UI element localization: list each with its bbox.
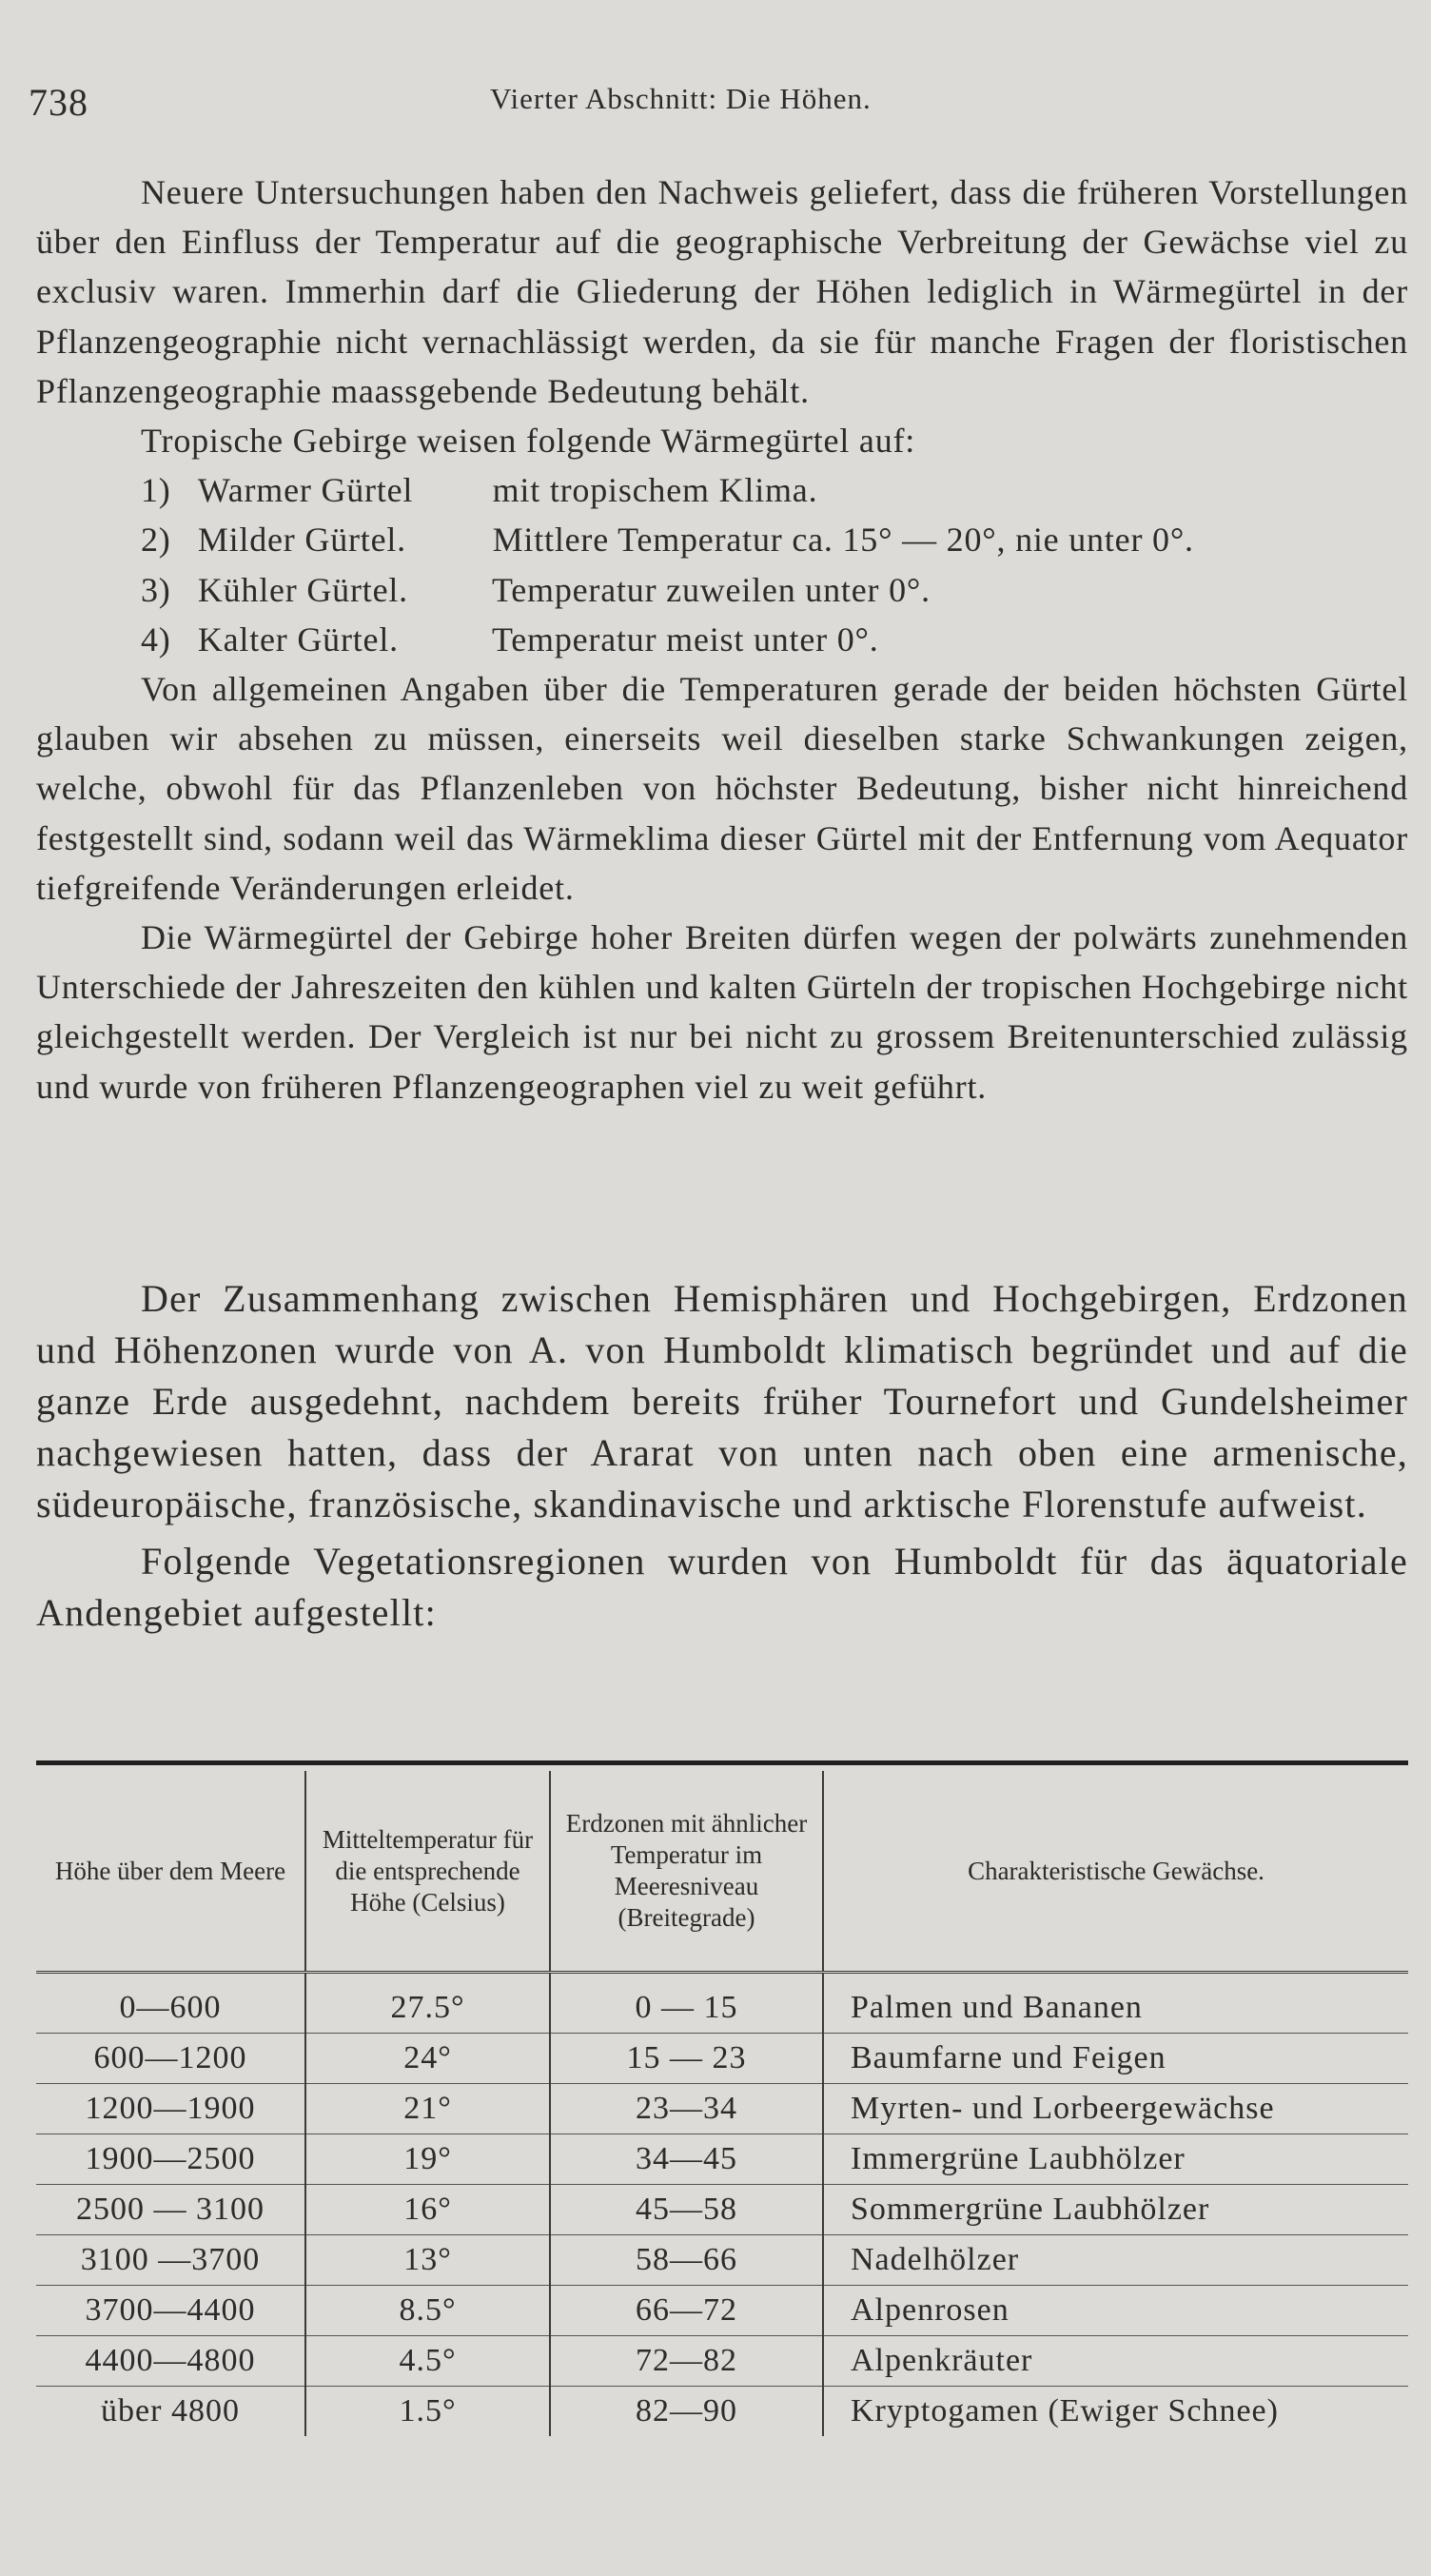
vegetation-regions-table [36,1771,1408,2436]
paragraph-table-intro: Folgende Vegetationsregionen wurden von Humboldt für das äquatoriale Andengebiet aufgestellt: [36,1540,1408,1634]
belt-description: Temperatur meist unter 0°. [491,619,879,659]
latitude-cell: 34—45 [550,2134,823,2185]
plants-cell: Sommergrüne Laubhölzer [823,2185,1408,2235]
plants-cell: Baumfarne und Feigen [823,2034,1408,2084]
belt-number: 2) [141,521,171,560]
table-row [36,2235,1408,2286]
paragraph-intro: Neuere Untersuchungen haben den Nachweis geliefert, dass die früheren Vorstellungen über den Einfluss der Temperatur auf die geographische Verbreitung der Gewächse viel zu exclusiv waren. Immerhin darf die Gliederung der Höhen lediglich in Wärmegürtel in der Pflanzengeographie nicht vernachlässigt werden, da sie für manche Fragen der floristischen Pflanzengeographie maassgebende Bedeutung behält. [36,173,1408,410]
belt-item [36,565,1408,615]
latitude-cell: 66—72 [550,2286,823,2336]
belt-item [36,465,1408,515]
column-header-altitude: Höhe über dem Meere [36,1771,305,1973]
temperature-cell: 1.5° [305,2387,550,2437]
temperature-cell: 21° [305,2084,550,2134]
latitude-cell: 82—90 [550,2387,823,2437]
running-title: Vierter Abschnitt: Die Höhen. [490,82,872,115]
altitude-cell: 600—1200 [36,2034,305,2084]
belt-number: 3) [141,570,171,609]
table-row [36,2084,1408,2134]
table-row [36,2286,1408,2336]
belt-number: 1) [141,471,171,510]
temperature-cell: 13° [305,2235,550,2286]
plants-cell: Myrten- und Lorbeergewächse [823,2084,1408,2134]
table-row [36,2336,1408,2387]
belt-description: Temperatur zuweilen unter 0°. [491,570,931,609]
altitude-cell: über 4800 [36,2387,305,2437]
paragraph-high-latitudes: Die Wärmegürtel der Gebirge hoher Breiten dürfen wegen der polwärts zunehmenden Unterschiede der Jahreszeiten den kühlen und kalten Gürteln der tropischen Hochgebirge nicht gleichgestellt werden. Der Vergleich ist nur bei nicht zu grossem Breitenunterschied zulässig und wurde von früheren Pflanzengeographen viel zu weit geführt. [36,918,1408,1106]
belt-description: mit tropischem Klima. [492,471,818,510]
belt-name: Kalter Gürtel. [197,619,399,659]
page-number: 738 [29,81,88,124]
temperature-cell: 8.5° [305,2286,550,2336]
large-text-section [36,1273,1408,1639]
plants-cell: Immergrüne Laubhölzer [823,2134,1408,2185]
latitude-cell: 0 — 15 [550,1973,823,2034]
belt-description: Mittlere Temperatur ca. 15° — 20°, nie unter 0°. [492,521,1194,560]
altitude-cell: 0—600 [36,1973,305,2034]
table-header-row [36,1771,1408,1973]
column-header-plants: Charakteristische Gewächse. [968,1856,1264,1885]
body-text [36,167,1408,1111]
plants-cell: Kryptogamen (Ewiger Schnee) [851,2393,1279,2429]
latitude-cell: 58—66 [550,2235,823,2286]
list-intro: Tropische Gebirge weisen folgende Wärmegürtel auf: [141,422,916,461]
table-row [36,2134,1408,2185]
latitude-cell: 15 — 23 [550,2034,823,2084]
temperature-cell: 4.5° [305,2336,550,2387]
altitude-cell: 3100 —3700 [36,2235,305,2286]
altitude-cell: 4400—4800 [36,2336,305,2387]
plants-cell: Alpenkräuter [823,2336,1408,2387]
belt-name: Milder Gürtel. [197,521,406,560]
column-header-earth-zones: Erdzonen mit ähnlicher Temperatur im Meeresniveau (Breitegrade) [550,1771,823,1973]
latitude-cell: 72—82 [550,2336,823,2387]
belt-number: 4) [141,619,171,659]
belt-list [36,465,1408,664]
plants-cell: Nadelhölzer [823,2235,1408,2286]
table-row [36,2185,1408,2235]
altitude-cell: 2500 — 3100 [36,2185,305,2235]
belt-item [36,615,1408,664]
table-row [36,2034,1408,2084]
temperature-cell: 27.5° [305,1973,550,2034]
belt-name: Warmer Gürtel [197,471,414,510]
temperature-cell: 24° [305,2034,550,2084]
vegetation-table-wrapper [36,1760,1408,2436]
page-header [0,74,1431,131]
table-row [36,2387,1408,2437]
altitude-cell: 1900—2500 [36,2134,305,2185]
altitude-cell: 3700—4400 [36,2286,305,2336]
plants-cell: Alpenrosen [823,2286,1408,2336]
table-row [36,1973,1408,2034]
temperature-cell: 16° [305,2185,550,2235]
paragraph-humboldt: Der Zusammenhang zwischen Hemisphären und Hochgebirgen, Erdzonen und Höhenzonen wurde von A. von Humboldt klimatisch begründet und auf die ganze Erde ausgedehnt, nachdem bereits früher Tournefort und Gundelsheimer nachgewiesen hatten, dass der Ararat von unten nach oben eine armenische, südeuropäische, französische, skandinavische und arktische Florenstufe aufweist. [36,1277,1408,1525]
belt-item [36,515,1408,564]
temperature-cell: 19° [305,2134,550,2185]
table-top-rule [36,1760,1408,1765]
altitude-cell: 1200—1900 [36,2084,305,2134]
latitude-cell: 23—34 [550,2084,823,2134]
belt-name: Kühler Gürtel. [197,570,408,609]
paragraph-temperatures: Von allgemeinen Angaben über die Temperaturen gerade der beiden höchsten Gürtel glauben wir absehen zu müssen, einerseits weil dieselben starke Schwankungen zeigen, welche, obwohl für das Pflanzenleben von höchster Bedeutung, bisher nicht hinreichend festgestellt sind, sodann weil das Wärmeklima dieser Gürtel mit der Entfernung vom Aequator tiefgreifende Veränderungen erleidet. [36,670,1408,907]
latitude-cell: 45—58 [550,2185,823,2235]
column-header-mean-temperature: Mitteltemperatur für die entsprechende Höhe (Celsius) [305,1771,550,1973]
plants-cell: Palmen und Bananen [823,1973,1408,2034]
